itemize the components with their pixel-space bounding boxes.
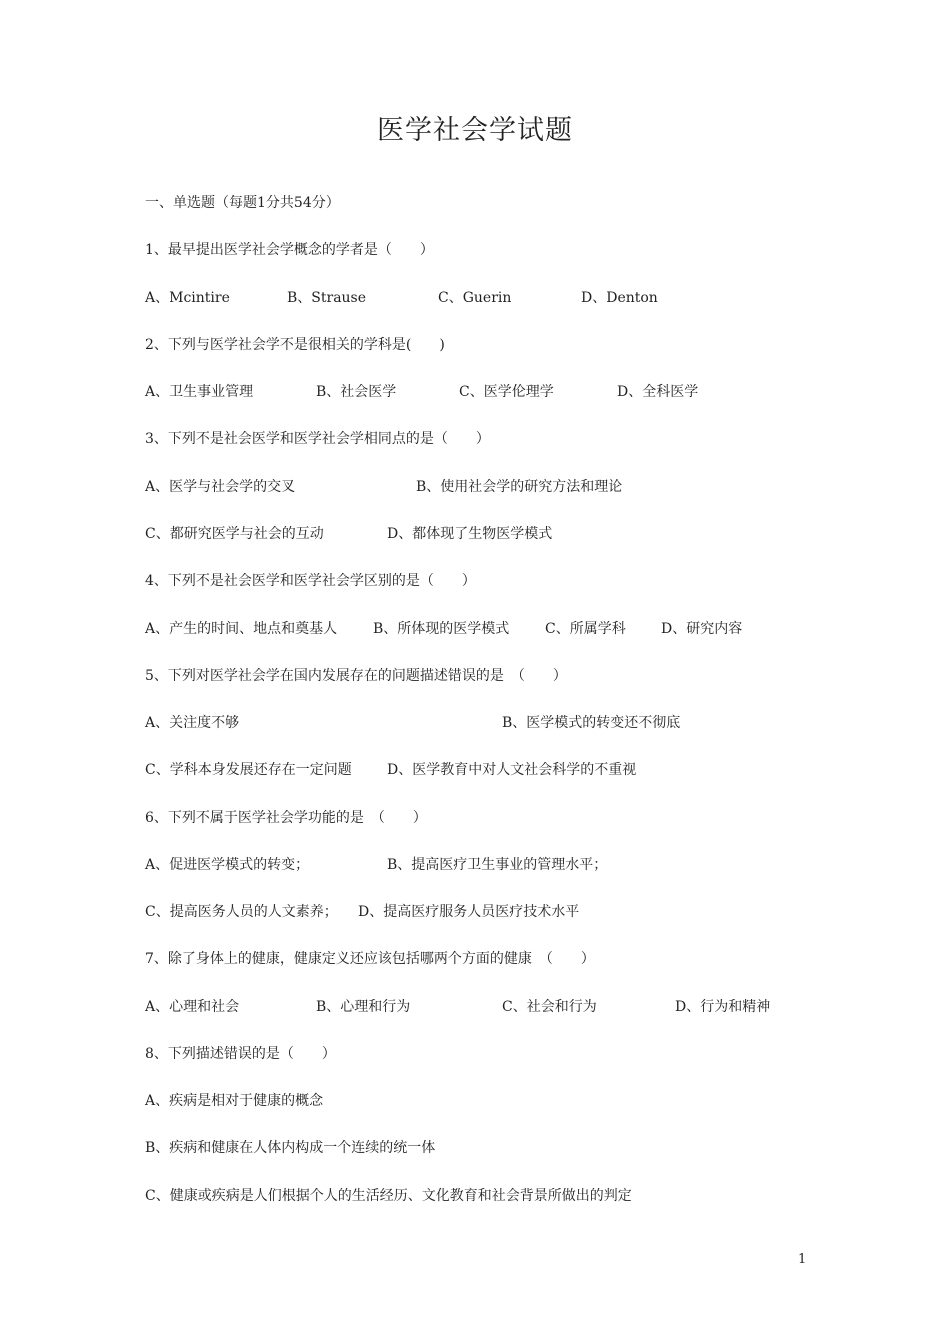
option-b: B、医学模式的转变还不彻底 — [502, 715, 681, 731]
option-c: C、都研究医学与社会的互动 — [145, 526, 324, 542]
option-d: D、行为和精神 — [675, 999, 771, 1015]
question-8: 8、下列描述错误的是（ ） — [145, 1046, 336, 1062]
option-d: D、全科医学 — [617, 384, 699, 400]
option-d: D、医学教育中对人文社会科学的不重视 — [387, 762, 637, 778]
option-d: D、Denton — [581, 290, 658, 306]
option-c: C、医学伦理学 — [459, 384, 554, 400]
option-d: D、提高医疗服务人员医疗技术水平 — [358, 904, 580, 920]
option-b: B、心理和行为 — [316, 999, 411, 1015]
question-4: 4、下列不是社会医学和医学社会学区别的是（ ） — [145, 573, 476, 589]
option-b: B、社会医学 — [316, 384, 397, 400]
q8-option-c: C、健康或疾病是人们根据个人的生活经历、文化教育和社会背景所做出的判定 — [145, 1188, 632, 1204]
option-a: A、卫生事业管理 — [145, 384, 254, 400]
question-5: 5、下列对医学社会学在国内发展存在的问题描述错误的是 （ ） — [145, 668, 567, 684]
option-c: C、Guerin — [438, 290, 512, 306]
option-a: A、心理和社会 — [145, 999, 240, 1015]
option-b: B、所体现的医学模式 — [373, 621, 510, 637]
option-c: C、学科本身发展还存在一定问题 — [145, 762, 352, 778]
question-2: 2、下列与医学社会学不是很相关的学科是( ) — [145, 337, 445, 353]
option-b: B、提高医疗卫生事业的管理水平； — [387, 857, 608, 873]
question-3: 3、下列不是社会医学和医学社会学相同点的是（ ） — [145, 431, 490, 447]
option-d: D、都体现了生物医学模式 — [387, 526, 553, 542]
option-d: D、研究内容 — [661, 621, 743, 637]
option-a: A、Mcintire — [145, 290, 230, 306]
option-c: C、提高医务人员的人文素养； — [145, 904, 338, 920]
page-number: 1 — [798, 1252, 807, 1267]
question-7: 7、除了身体上的健康，健康定义还应该包括哪两个方面的健康 （ ） — [145, 951, 595, 967]
question-6: 6、下列不属于医学社会学功能的是 （ ） — [145, 810, 427, 826]
section-heading: 一、单选题（每题1分共54分） — [145, 195, 340, 211]
option-a: A、医学与社会学的交叉 — [145, 479, 296, 495]
option-a: A、产生的时间、地点和奠基人 — [145, 621, 338, 637]
option-b: B、使用社会学的研究方法和理论 — [416, 479, 623, 495]
document-title: 医学社会学试题 — [377, 115, 573, 146]
question-1: 1、最早提出医学社会学概念的学者是（ ） — [145, 242, 434, 258]
option-a: A、关注度不够 — [145, 715, 240, 731]
q8-option-b: B、疾病和健康在人体内构成一个连续的统一体 — [145, 1140, 436, 1156]
option-b: B、Strause — [287, 290, 367, 306]
option-a: A、促进医学模式的转变； — [145, 857, 310, 873]
option-c: C、所属学科 — [545, 621, 626, 637]
option-c: C、社会和行为 — [502, 999, 597, 1015]
q8-option-a: A、疾病是相对于健康的概念 — [145, 1093, 324, 1109]
